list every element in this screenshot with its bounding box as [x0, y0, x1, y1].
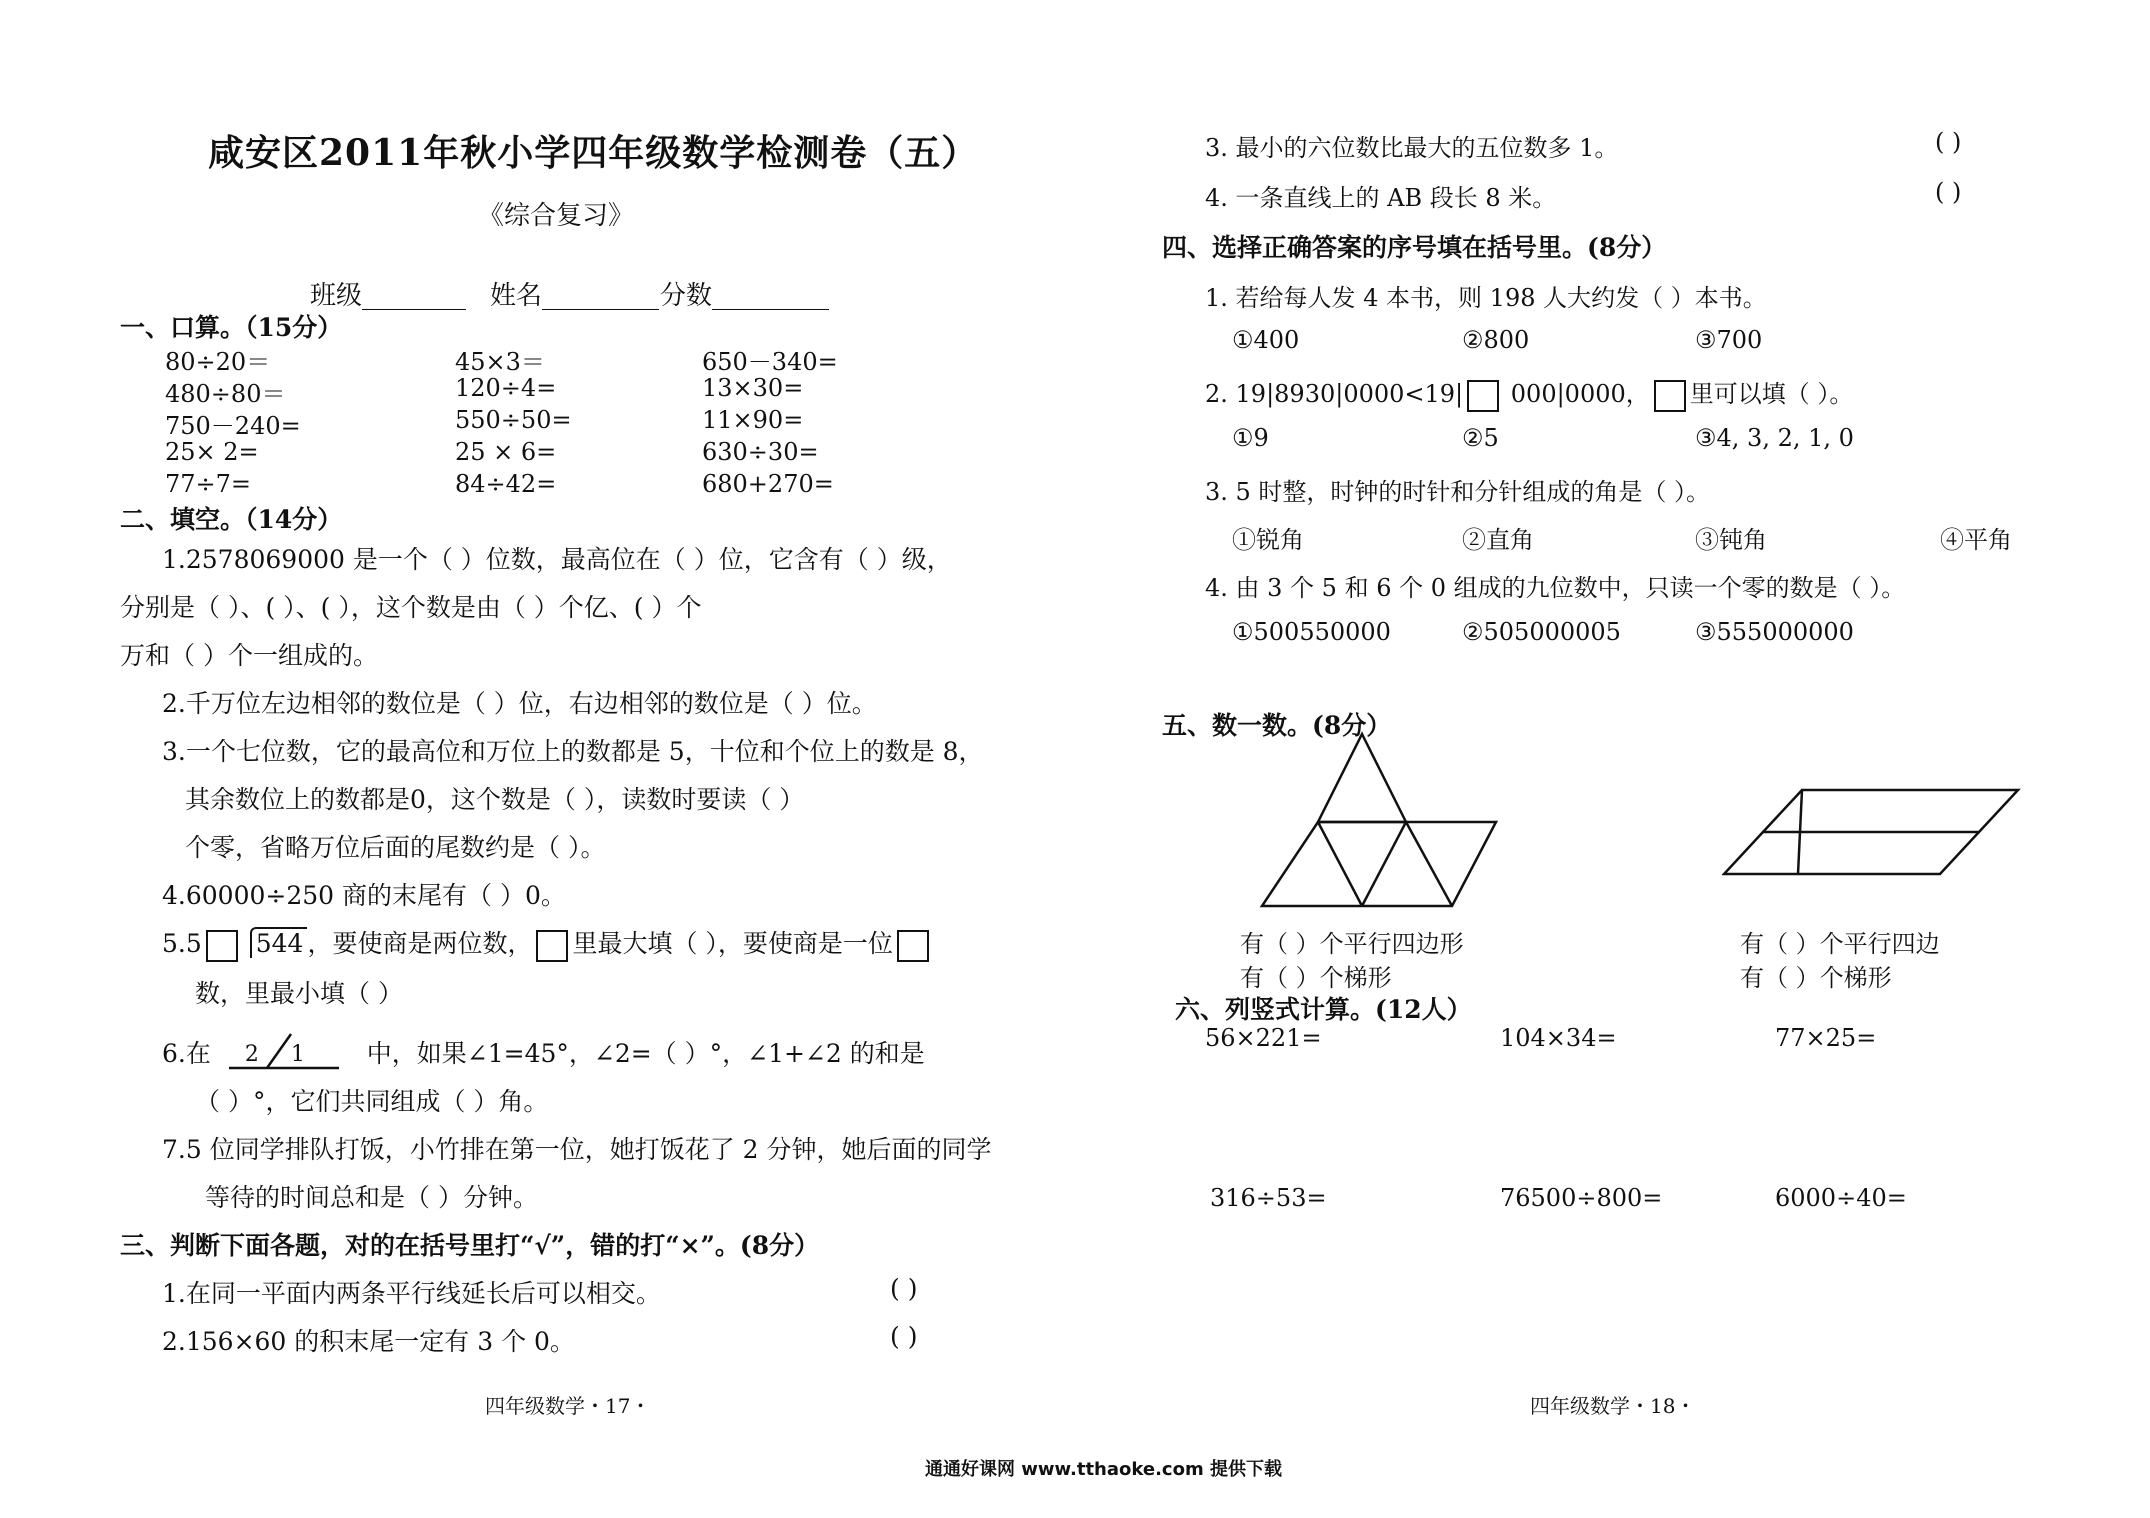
fill-q6-line1	[162, 1034, 925, 1070]
choice-q2	[1205, 374, 1853, 412]
fill-q3-line3: 个零，省略万位后面的尾数约是（ ）。	[185, 833, 606, 862]
vertical-calc-1: 56×221=	[1205, 1024, 1322, 1052]
oral-calc-item: 120÷4=	[455, 374, 557, 402]
choice-q2-suffix: 里可以填（ ）。	[1689, 380, 1854, 408]
oral-calc-item: 650－340=	[702, 348, 838, 376]
oral-calc-item: 750－240=	[165, 412, 301, 440]
choice-q4-opt-2: ②505000005	[1462, 618, 1621, 646]
answer-box	[897, 930, 929, 962]
fill-q6-line2: （ ）°，它们共同组成（ ）角。	[195, 1087, 549, 1116]
choice-q1: 1. 若给每人发 4 本书，则 198 人大约发（ ）本书。	[1205, 284, 1767, 312]
top-triangle	[1318, 734, 1406, 822]
judge-q3-paren: ( )	[1935, 128, 1962, 156]
choice-q3-opt-4: ④平角	[1940, 526, 2012, 554]
inner-line	[1406, 822, 1452, 906]
answer-box	[1467, 380, 1499, 412]
section-4-heading: 四、选择正确答案的序号填在括号里。(8分）	[1162, 233, 1667, 262]
count-left-trapezoids: 有（ ）个梯形	[1240, 964, 1392, 992]
fill-q3-line1: 3.一个七位数，它的最高位和万位上的数都是 5，十位和个位上的数是 8，	[162, 737, 984, 766]
trapezoid-outline	[1262, 822, 1496, 906]
count-right-trapezoids: 有（ ）个梯形	[1740, 964, 1892, 992]
vertical-calc-4: 316÷53=	[1210, 1184, 1327, 1212]
parallelogram-figure	[1722, 782, 2022, 882]
q6-text: 中，如果∠1=45°，∠2=（ ）°，∠1+∠2 的和是	[366, 1039, 925, 1068]
judge-q1: 1.在同一平面内两条平行线延长后可以相交。	[162, 1279, 661, 1308]
oral-calc-item: 45×3＝	[455, 348, 545, 376]
inner-line	[1318, 822, 1362, 906]
score-field: 分数_________	[660, 281, 830, 311]
q5-number: 5.5	[162, 929, 202, 958]
section-5-heading: 五、数一数。(8分）	[1162, 711, 1392, 740]
vertical-calc-3: 77×25=	[1775, 1024, 1877, 1052]
download-source-note: 通通好课网 www.tthaoke.com 提供下载	[925, 1459, 1282, 1480]
choice-q3-opt-2: ②直角	[1462, 526, 1534, 554]
fill-q7-line2: 等待的时间总和是（ ）分钟。	[205, 1183, 538, 1212]
choice-q1-opt-2: ②800	[1462, 326, 1530, 354]
choice-q4-opt-3: ③555000000	[1695, 618, 1854, 646]
fill-q1-line2: 分别是（ ）、( ）、( ），这个数是由（ ）个亿、( ）个	[120, 593, 702, 622]
triangle-figure	[1250, 730, 1510, 910]
judge-q2: 2.156×60 的积末尾一定有 3 个 0。	[162, 1327, 575, 1356]
fill-q5-line1	[162, 924, 933, 962]
choice-q2-mid: 000|0000，	[1510, 380, 1650, 408]
angle-1-label: 1	[290, 1042, 305, 1067]
oral-calc-item: 11×90=	[702, 406, 804, 434]
choice-q4: 4. 由 3 个 5 和 6 个 0 组成的九位数中，只读一个零的数是（ ）。	[1205, 574, 1906, 602]
choice-q2-prefix: 2. 19|8930|0000<19|	[1205, 380, 1464, 408]
answer-box	[536, 930, 568, 962]
answer-box	[1654, 380, 1686, 412]
judge-q2-paren: ( )	[890, 1322, 918, 1351]
section-2-heading: 二、填空。（14分）	[120, 505, 343, 534]
oral-calc-item: 680+270=	[702, 470, 834, 498]
section-1-heading: 一、口算。（15分）	[120, 313, 343, 342]
choice-q3-opt-3: ③钝角	[1695, 526, 1767, 554]
choice-q2-opt-2: ②5	[1462, 424, 1499, 452]
answer-box	[206, 930, 238, 962]
page-subtitle: 《综合复习》	[478, 201, 635, 231]
vertical-calc-5: 76500÷800=	[1500, 1184, 1663, 1212]
q5-text-2: 里最大填（ ），要使商是一位	[572, 929, 893, 958]
vertical-calc-6: 6000÷40=	[1775, 1184, 1907, 1212]
oral-calc-item: 77÷7=	[165, 470, 252, 498]
angle-figure	[229, 1040, 349, 1070]
count-right-parallelograms: 有（ ）个平行四边	[1740, 930, 1940, 958]
choice-q3-opt-1: ①锐角	[1232, 526, 1304, 554]
right-page-footer: 四年级数学・18・	[1530, 1394, 1696, 1418]
q5-text-1: ，要使商是两位数，	[307, 929, 533, 958]
choice-q1-opt-1: ①400	[1232, 326, 1300, 354]
fill-q1-line3: 万和（ ）个一组成的。	[120, 641, 378, 670]
count-left-parallelograms: 有（ ）个平行四边形	[1240, 930, 1464, 958]
oral-calc-item: 630÷30=	[702, 438, 819, 466]
choice-q3: 3. 5 时整，时钟的时针和分针组成的角是（ ）。	[1205, 478, 1711, 506]
section-3-heading: 三、判断下面各题，对的在括号里打“√”，错的打“×”。(8分）	[120, 1231, 820, 1260]
angle-2-label: 2	[244, 1042, 259, 1067]
judge-q3: 3. 最小的六位数比最大的五位数多 1。	[1205, 134, 1619, 162]
name-field: 姓名_________	[490, 281, 660, 311]
oral-calc-item: 25 × 6=	[455, 438, 557, 466]
oral-calc-item: 25× 2=	[165, 438, 259, 466]
fill-q4: 4.60000÷250 商的末尾有（ ）0。	[162, 881, 566, 910]
choice-q2-opt-1: ①9	[1232, 424, 1269, 452]
oral-calc-item: 80÷20＝	[165, 348, 271, 376]
fill-q7-line1: 7.5 位同学排队打饭，小竹排在第一位，她打饭花了 2 分钟，她后面的同学	[162, 1135, 992, 1164]
judge-q1-paren: ( )	[890, 1274, 918, 1303]
judge-q4: 4. 一条直线上的 AB 段长 8 米。	[1205, 184, 1557, 212]
judge-q4-paren: ( )	[1935, 178, 1962, 206]
section-6-heading: 六、列竖式计算。(12人）	[1175, 995, 1472, 1024]
choice-q1-opt-3: ③700	[1695, 326, 1763, 354]
choice-q4-opt-1: ①500550000	[1232, 618, 1391, 646]
fill-q2: 2.千万位左边相邻的数位是（ ）位，右边相邻的数位是（ ）位。	[162, 689, 877, 718]
oral-calc-item: 480÷80＝	[165, 380, 286, 408]
inner-line	[1362, 822, 1406, 906]
fill-q1-line1: 1.2578069000 是一个（ ）位数，最高位在（ ）位，它含有（ ）级，	[162, 545, 952, 574]
oral-calc-item: 84÷42=	[455, 470, 557, 498]
choice-q2-opt-3: ③4, 3, 2, 1, 0	[1695, 424, 1854, 452]
q6-prefix: 6.在	[162, 1039, 211, 1068]
fill-q3-line2: 其余数位上的数都是0，这个数是（ ），读数时要读（ ）	[185, 785, 805, 814]
vertical-calc-2: 104×34=	[1500, 1024, 1617, 1052]
page-title: 咸安区2011年秋小学四年级数学检测卷（五）	[208, 132, 979, 174]
long-division-dividend: 544	[250, 927, 308, 958]
fill-q5-line2: 数，里最小填（ ）	[195, 979, 403, 1008]
left-page-footer: 四年级数学・17・	[485, 1394, 651, 1418]
oral-calc-item: 550÷50=	[455, 406, 572, 434]
class-field: 班级________	[310, 281, 467, 311]
oral-calc-item: 13×30=	[702, 374, 804, 402]
